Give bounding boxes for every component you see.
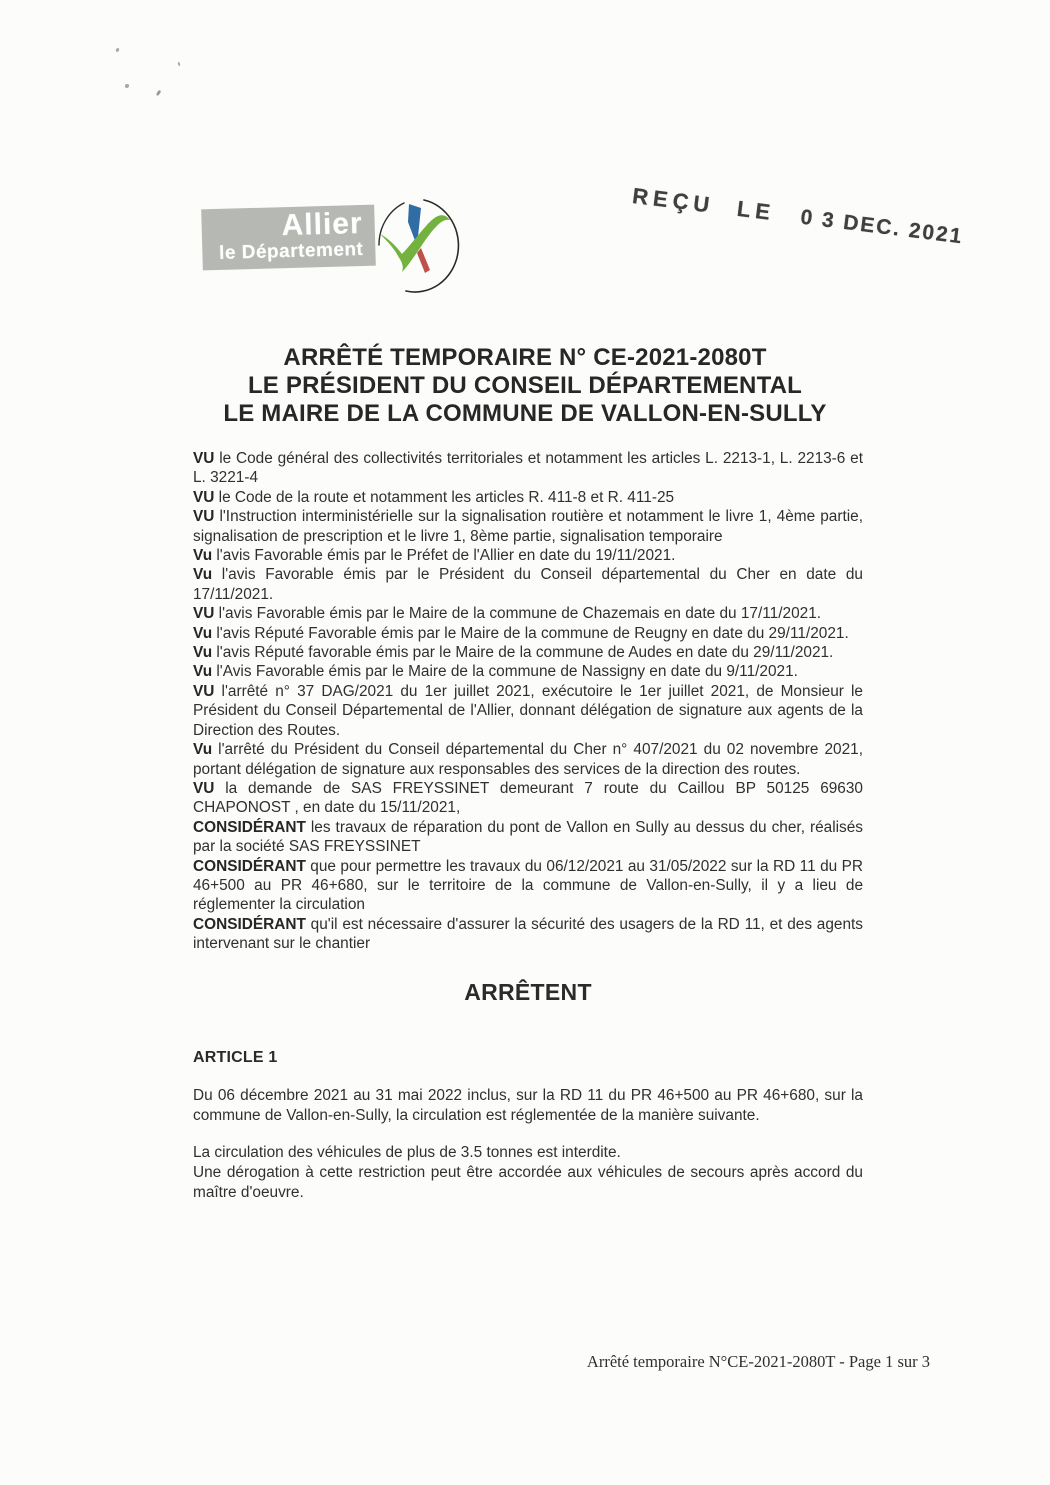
- recital-text: le Code de la route et notamment les articles R. 411-8 et R. 411-25: [218, 488, 675, 506]
- recital-paragraph: [193, 624, 863, 643]
- scan-artifact: [115, 48, 119, 53]
- recital-text: l'Instruction interministérielle sur la signalisation routière et notamment le livre 1, 4ème partie, signalisation de prescription et le livre 1, 8ème partie, signalisation temporaire: [193, 508, 863, 545]
- article-1-intro: [193, 1086, 863, 1126]
- recital-text: l'avis Favorable émis par le Président du Conseil départemental du Cher en date du 17/11/2021.: [193, 566, 863, 603]
- recital-text: le Code général des collectivités territoriales et notamment les articles L. 2213-1, L. 2213-6 et L. 3221-4: [193, 450, 864, 487]
- recital-lead: VU: [193, 508, 215, 526]
- recital-text: les travaux de réparation du pont de Vallon en Sully au dessus du cher, réalisés par la société SAS FREYSSINET: [193, 818, 863, 856]
- article-1-rules: [193, 1143, 863, 1203]
- title-line-2: LE PRÉSIDENT DU CONSEIL DÉPARTEMENTAL: [247, 372, 803, 399]
- recital-lead: VU: [193, 605, 215, 623]
- recital-text: la demande de SAS FREYSSINET demeurant 7 route du Caillou BP 50125 69630 CHAPONOST , en date du 15/11/2021,: [193, 779, 863, 817]
- article-paragraph: Une dérogation à cette restriction peut être accordée aux véhicules de secours après accord du maître d'oeuvre.: [193, 1164, 863, 1201]
- arretent-heading: ARRÊTENT: [464, 979, 592, 1005]
- stamp-date: 0 3 DEC. 2021: [799, 205, 965, 249]
- recital-lead: Vu: [193, 547, 213, 565]
- document-title: [0, 344, 1050, 428]
- recital-text: l'avis Favorable émis par le Maire de la commune de Chazemais en date du 17/11/2021.: [218, 605, 822, 623]
- logo-name: Allier: [281, 206, 364, 243]
- scan-artifact: [156, 90, 162, 97]
- recital-paragraph: [193, 604, 863, 623]
- scan-artifact: [178, 62, 181, 66]
- recital-paragraph: [193, 662, 863, 681]
- recital-text: l'arrêté du Président du Conseil départemental du Cher n° 407/2021 du 02 novembre 2021, portant délégation de signature aux responsables des services de la direction des routes.: [193, 741, 863, 778]
- recital-paragraph: [193, 449, 863, 488]
- recital-text: l'avis Réputé favorable émis par le Maire de la commune de Audes en date du 29/11/2021.: [216, 644, 834, 662]
- recital-paragraph: [193, 915, 863, 954]
- recital-text: l'avis Réputé Favorable émis par le Maire de la commune de Reugny en date du 29/11/2021.: [216, 624, 849, 642]
- recital-paragraph: [193, 507, 863, 546]
- recital-lead: VU: [193, 779, 215, 797]
- recital-text: que pour permettre les travaux du 06/12/2021 au 31/05/2022 sur la RD 11 du PR 46+500 au PR 46+680, sur le territoire de la commune de Vallon-en-Sully, il y a lieu de réglementer la circulation: [193, 857, 863, 914]
- logo-subtitle: le Département: [218, 238, 364, 264]
- allier-emblem-icon: [372, 196, 464, 296]
- recital-lead: CONSIDÉRANT: [193, 857, 306, 875]
- recital-lead: VU: [193, 682, 215, 700]
- recital-lead: VU: [193, 488, 215, 506]
- recital-lead: Vu: [193, 624, 213, 642]
- stamp-label: REÇU LE: [630, 183, 777, 226]
- article-1-heading: ARTICLE 1: [193, 1049, 278, 1066]
- title-line-3: LE MAIRE DE LA COMMUNE DE VALLON-EN-SULLY: [223, 400, 827, 427]
- received-stamp: [631, 183, 965, 249]
- recital-lead: CONSIDÉRANT: [193, 915, 306, 933]
- recital-text: qu'il est nécessaire d'assurer la sécurité des usagers de la RD 11, et des agents intervenant sur le chantier: [193, 915, 863, 953]
- recital-paragraph: [193, 565, 863, 604]
- recital-paragraph: [193, 779, 863, 818]
- recital-lead: VU: [193, 450, 215, 467]
- title-line-1: ARRÊTÉ TEMPORAIRE N° CE-2021-2080T: [283, 344, 767, 371]
- recital-paragraph: [193, 643, 863, 662]
- recital-lead: Vu: [193, 741, 213, 759]
- recital-lead: Vu: [193, 644, 213, 662]
- recital-lead: Vu: [193, 663, 213, 681]
- scan-artifact: [125, 84, 129, 88]
- article-paragraph: La circulation des véhicules de plus de 3.5 tonnes est interdite.: [193, 1144, 621, 1161]
- recital-text: l'avis Favorable émis par le Préfet de l'Allier en date du 19/11/2021.: [216, 547, 676, 565]
- recital-lead: CONSIDÉRANT: [193, 818, 306, 836]
- recital-paragraph: [193, 682, 863, 740]
- article-paragraph: Du 06 décembre 2021 au 31 mai 2022 inclus, sur la RD 11 du PR 46+500 au PR 46+680, sur la commune de Vallon-en-Sully, la circulation est réglementée de la manière suivante.: [193, 1087, 863, 1124]
- recital-lead: Vu: [193, 566, 213, 584]
- recital-paragraph: [193, 857, 863, 915]
- page-footer: Arrêté temporaire N°CE-2021-2080T - Page 1 sur 3: [586, 1352, 930, 1371]
- recital-text: l'Avis Favorable émis par le Maire de la commune de Nassigny en date du 9/11/2021.: [216, 663, 798, 681]
- recital-paragraph: [193, 818, 863, 857]
- allier-department-logo: [201, 205, 376, 271]
- recital-paragraph: [193, 546, 863, 565]
- recitals-section: [193, 449, 863, 954]
- recital-paragraph: [193, 488, 863, 507]
- recital-paragraph: [193, 740, 863, 779]
- recital-text: l'arrêté n° 37 DAG/2021 du 1er juillet 2021, exécutoire le 1er juillet 2021, de Monsieur le Président du Conseil Départemental de l'Allier, donnant délégation de signature aux agents de la Direction des Routes.: [193, 682, 863, 739]
